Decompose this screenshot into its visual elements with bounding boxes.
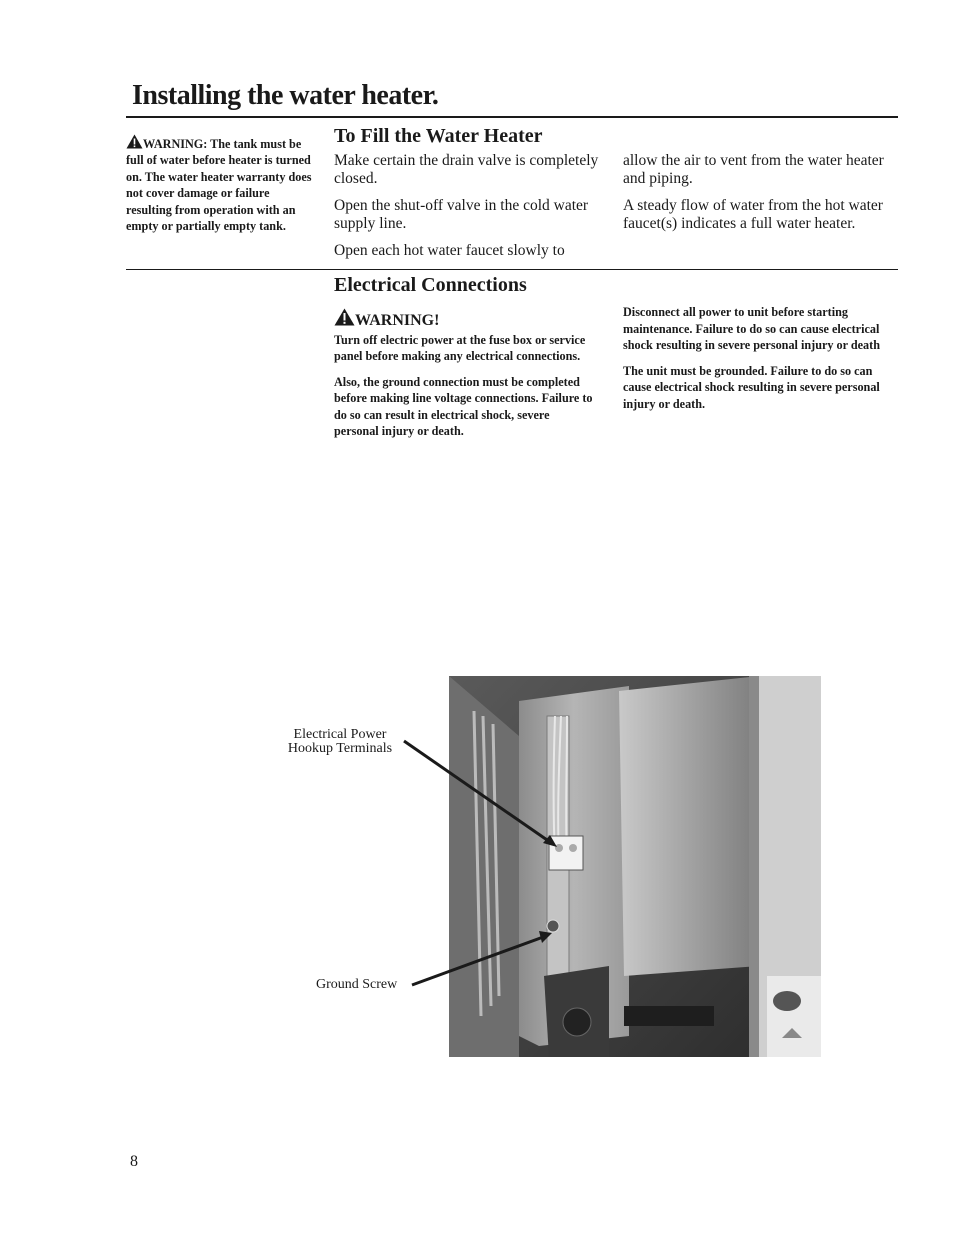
page-title: Installing the water heater. [132,80,439,111]
fill-step-3: Open each hot water faucet slowly to [334,242,565,259]
fill-step-3-cont: allow the air to vent from the water heater and piping. [623,152,884,187]
fill-step-1: Make certain the drain valve is completely closed. [334,152,599,187]
fill-column-left [334,152,604,269]
electrical-column-right [623,304,898,421]
title-divider [126,116,898,118]
warning-triangle-icon [334,308,355,326]
fill-column-right [623,152,898,242]
page-number: 8 [130,1153,138,1170]
callout-power-terminals: Electrical Power Hookup Terminals [287,727,393,756]
electrical-warning-1: Turn off electric power at the fuse box or service panel before making any electrical connections. [334,332,586,363]
electrical-warning-label: WARNING! [355,312,440,329]
sidebar-warning-label: WARNING: [143,137,208,151]
fill-step-2: Open the shut-off valve in the cold water supply line. [334,197,589,232]
fill-section-title: To Fill the Water Heater [334,125,543,147]
electrical-warning-3: Disconnect all power to unit before starting maintenance. Failure to do so can cause electrical shock resulting in severe personal injury or death [623,305,880,352]
electrical-warning-2: Also, the ground connection must be completed before making line voltage connections. Failure to do so can result in electrical shock, severe personal injury or death. [334,374,593,438]
section-divider [126,269,898,270]
sidebar-warning [126,134,318,234]
electrical-warning-heading [334,308,596,330]
fill-step-4: A steady flow of water from the hot water faucet(s) indicates a full water heater. [623,197,883,232]
callout-ground-screw: Ground Screw [316,977,398,992]
sidebar-warning-text: The tank must be full of water before heater is turned on. The water heater warranty does not cover damage or failure resulting from operation with an empty or partially empty tank. [126,137,312,234]
electrical-column-left [334,308,596,449]
electrical-section-title: Electrical Connections [334,274,527,296]
water-heater-wiring-photo [449,676,821,1057]
electrical-warning-4: The unit must be grounded. Failure to do so can cause electrical shock resulting in severe personal injury or death. [623,363,880,411]
warning-triangle-icon [126,134,143,149]
